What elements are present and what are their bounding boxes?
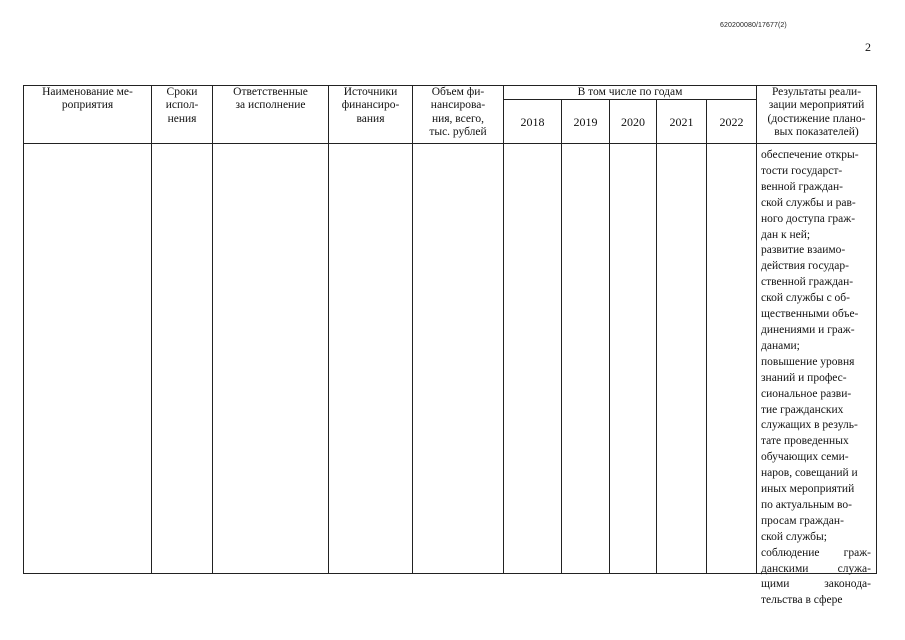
header-volume xyxy=(413,86,503,139)
year-2022: 2022 xyxy=(719,115,744,129)
header-name xyxy=(24,86,151,113)
header-by-years xyxy=(504,86,756,99)
results-line: дан к ней; xyxy=(761,228,811,241)
results-line: знаний и профес- xyxy=(761,371,847,384)
results-line: соблюдение граж- xyxy=(761,546,871,559)
col-border-0 xyxy=(23,85,24,574)
header-terms-line: испол- xyxy=(165,99,199,112)
header-sources-line: Источники xyxy=(343,86,398,98)
year-2021: 2021 xyxy=(669,115,694,129)
year-2019: 2019 xyxy=(573,115,598,129)
results-line: тости государст- xyxy=(761,164,843,177)
results-line: щественными объе- xyxy=(761,308,859,321)
results-line: венной граждан- xyxy=(761,180,844,193)
header-sources-line: финансиро- xyxy=(341,99,400,112)
results-line: сиональное разви- xyxy=(761,387,852,400)
col-border-2 xyxy=(212,85,213,574)
header-results-line: Результаты реали- xyxy=(771,86,862,98)
col-border-1 xyxy=(151,85,152,574)
results-line: тие гражданских xyxy=(761,403,844,416)
results-line: тате проведенных xyxy=(761,435,849,448)
results-line: ской службы и рав- xyxy=(761,196,856,209)
results-line: ственной граждан- xyxy=(761,276,854,289)
header-responsible xyxy=(213,86,328,113)
header-sources-line: вания xyxy=(356,112,385,125)
year-2018: 2018 xyxy=(520,115,545,129)
col-border-10 xyxy=(756,85,757,574)
col-border-8 xyxy=(656,99,657,574)
header-volume-line: Объем фи- xyxy=(431,86,485,98)
col-border-4 xyxy=(412,85,413,574)
page-number: 2 xyxy=(865,40,871,54)
header-terms xyxy=(152,86,212,126)
results-line: щими законода- xyxy=(761,578,871,591)
document-id: 620200080/17677(2) xyxy=(720,22,787,29)
results-line: повышение уровня xyxy=(761,355,855,368)
col-border-6 xyxy=(561,99,562,574)
results-line: просам граждан- xyxy=(761,514,844,527)
header-results-line: зации мероприятий xyxy=(768,99,865,112)
header-by-years-label: В том числе по годам xyxy=(577,86,683,98)
results-line: ской службы; xyxy=(761,530,827,543)
header-terms-line: Сроки xyxy=(166,86,198,98)
header-volume-line: нансирова- xyxy=(430,99,486,112)
year-2020: 2020 xyxy=(621,115,645,129)
results-line: ного доступа граж- xyxy=(761,212,856,225)
col-border-9 xyxy=(706,99,707,574)
header-terms-line: нения xyxy=(167,112,197,125)
results-line: динениями и граж- xyxy=(761,323,855,336)
col-border-5 xyxy=(503,85,504,574)
results-line: данскими служа- xyxy=(761,562,871,575)
header-results xyxy=(757,86,876,139)
header-volume-line: ния, всего, xyxy=(431,112,485,125)
results-line: ской службы с об- xyxy=(761,292,850,305)
results-line: тельства в сфере xyxy=(761,594,843,607)
results-line: обучающих семи- xyxy=(761,451,849,464)
results-line: служащих в резуль- xyxy=(761,419,858,432)
results-line: данами; xyxy=(761,339,800,352)
header-responsible-line: Ответственные xyxy=(233,86,308,98)
header-sources xyxy=(329,86,412,126)
header-name-line: Наименование ме- xyxy=(42,86,133,98)
header-results-line: вых показателей) xyxy=(774,125,859,138)
results-line: иных мероприятий xyxy=(761,483,855,496)
results-cell xyxy=(761,148,871,609)
results-line: по актуальным во- xyxy=(761,498,852,511)
results-line: действия государ- xyxy=(761,260,849,273)
header-name-line: роприятия xyxy=(61,99,114,112)
col-border-7 xyxy=(609,99,610,574)
col-border-3 xyxy=(328,85,329,574)
header-volume-line: тыс. рублей xyxy=(429,125,487,138)
results-line: обеспечение откры- xyxy=(761,149,859,161)
results-line: наров, совещаний и xyxy=(761,467,858,480)
header-responsible-line: за исполнение xyxy=(235,99,306,112)
results-line: развитие взаимо- xyxy=(761,244,846,257)
header-results-line: (достижение плано- xyxy=(767,112,866,125)
col-border-11 xyxy=(876,85,877,574)
